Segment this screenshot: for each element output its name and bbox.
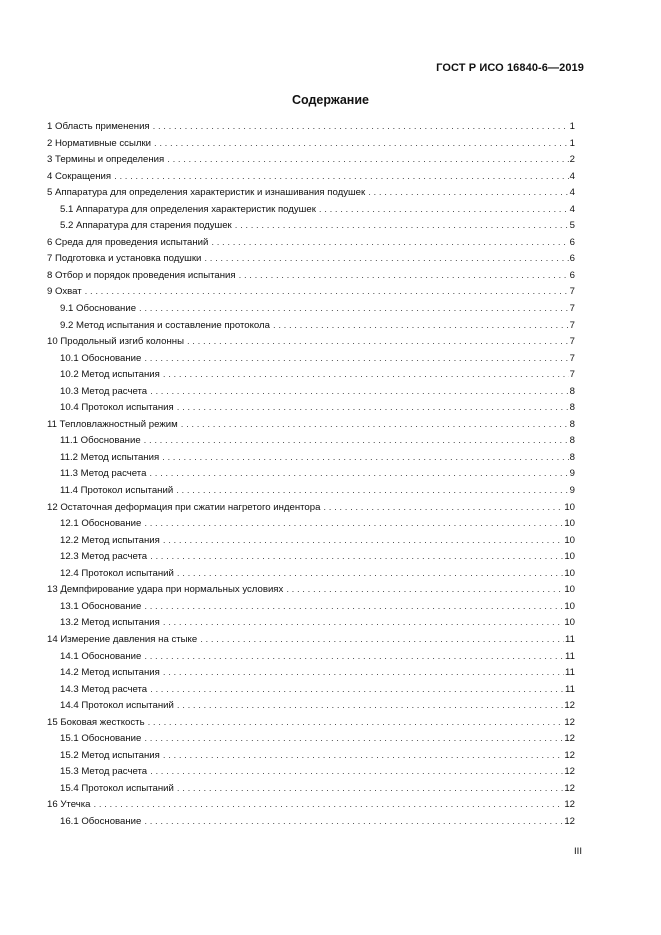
toc-entry-page: 10	[564, 600, 575, 612]
toc-entry-page: 10	[564, 534, 575, 546]
toc-entry-label: 12.3 Метод расчета	[60, 551, 148, 563]
toc-leader-dots	[144, 433, 569, 450]
toc-entry[interactable]	[47, 599, 575, 616]
toc-entry-label: 14.4 Протокол испытаний	[60, 700, 174, 712]
toc-entry-label: 11.3 Метод расчета	[60, 468, 147, 480]
toc-entry[interactable]	[47, 764, 575, 781]
toc-entry-page: 6	[569, 269, 575, 281]
toc-entry-label: 11 Тепловлажностный режим	[47, 418, 178, 430]
toc-entry-label: 9.1 Обоснование	[60, 303, 137, 315]
toc-entry-page: 4	[569, 170, 575, 182]
toc-entry[interactable]	[47, 500, 575, 517]
toc-entry-page: 12	[564, 782, 575, 794]
toc-entry-page: 1	[569, 121, 575, 132]
toc-entry-page: 11	[565, 633, 575, 645]
toc-leader-dots	[163, 665, 564, 682]
toc-entry[interactable]	[47, 582, 575, 599]
toc-entry[interactable]	[47, 136, 575, 153]
toc-entry-label: 12 Остаточная деформация при сжатии нагретого индентора	[47, 501, 321, 513]
toc-entry-label: 6 Среда для проведения испытаний	[47, 236, 209, 248]
toc-entry-label: 4 Сокращения	[47, 170, 112, 182]
toc-leader-dots	[150, 549, 563, 566]
toc-leader-dots	[163, 615, 563, 632]
toc-leader-dots	[154, 136, 569, 153]
toc-entry[interactable]	[47, 731, 575, 748]
toc-entry[interactable]	[47, 169, 575, 186]
page-number: III	[574, 846, 582, 857]
toc-entry-page: 6	[569, 236, 575, 248]
toc-entry-page: 7	[569, 352, 575, 364]
toc-entry[interactable]	[47, 715, 575, 732]
toc-entry[interactable]	[47, 367, 575, 384]
toc-entry[interactable]	[47, 202, 575, 219]
toc-leader-dots	[144, 731, 563, 748]
toc-entry-label: 10.4 Протокол испытания	[60, 402, 174, 414]
toc-entry-page: 5	[569, 220, 575, 232]
toc-entry-page: 7	[569, 319, 575, 331]
toc-entry[interactable]	[47, 152, 575, 169]
toc-leader-dots	[144, 649, 564, 666]
toc-entry-label: 10.3 Метод расчета	[60, 385, 148, 397]
toc-entry-page: 12	[564, 799, 575, 811]
toc-entry[interactable]	[47, 384, 575, 401]
toc-leader-dots	[150, 764, 563, 781]
toc-entry-label: 11.4 Протокол испытаний	[60, 485, 174, 497]
toc-entry-page: 10	[564, 518, 575, 530]
toc-entry-label: 12.2 Метод испытания	[60, 534, 160, 546]
toc-leader-dots	[85, 284, 569, 301]
toc-entry-page: 7	[569, 336, 575, 348]
toc-leader-dots	[163, 367, 569, 384]
toc-leader-dots	[144, 351, 568, 368]
toc-leader-dots	[150, 384, 569, 401]
toc-entry-page: 10	[564, 551, 575, 563]
toc-entry[interactable]	[47, 466, 575, 483]
toc-entry[interactable]	[47, 218, 575, 235]
toc-entry[interactable]	[47, 665, 575, 682]
toc-entry-label: 12.1 Обоснование	[60, 518, 142, 530]
toc-leader-dots	[181, 417, 569, 434]
toc-entry[interactable]	[47, 284, 575, 301]
toc-entry-label: 13.2 Метод испытания	[60, 617, 160, 629]
toc-entry-label: 15 Боковая жесткость	[47, 716, 145, 728]
table-of-contents	[47, 119, 575, 831]
toc-entry-page: 8	[569, 385, 575, 397]
toc-entry-page: 10	[564, 501, 575, 513]
toc-entry-label: 5 Аппаратура для определения характеристик и изнашивания подушек	[47, 187, 366, 199]
toc-entry-label: 5.1 Аппаратура для определения характеристик подушек	[60, 203, 316, 215]
toc-entry-label: 12.4 Протокол испытаний	[60, 567, 174, 579]
toc-leader-dots	[144, 516, 563, 533]
toc-entry-label: 9.2 Метод испытания и составление протокола	[60, 319, 270, 331]
toc-entry-label: 9 Охват	[47, 286, 82, 298]
toc-leader-dots	[239, 268, 569, 285]
toc-entry[interactable]	[47, 318, 575, 335]
toc-entry[interactable]	[47, 351, 575, 368]
toc-title: Содержание	[291, 93, 369, 107]
toc-entry[interactable]	[47, 334, 575, 351]
toc-entry-label: 15.4 Протокол испытаний	[60, 782, 174, 794]
toc-leader-dots	[204, 251, 568, 268]
toc-entry-label: 8 Отбор и порядок проведения испытания	[47, 269, 236, 281]
toc-leader-dots	[163, 533, 563, 550]
toc-entry[interactable]	[47, 549, 575, 566]
toc-entry-page: 2	[569, 154, 575, 166]
toc-leader-dots	[144, 814, 563, 831]
toc-leader-dots	[163, 748, 563, 765]
toc-entry-page: 12	[564, 700, 575, 712]
toc-entry-label: 1 Область применения	[47, 121, 150, 132]
toc-leader-dots	[144, 599, 563, 616]
toc-entry[interactable]	[47, 615, 575, 632]
toc-entry[interactable]	[47, 797, 575, 814]
toc-leader-dots	[211, 235, 568, 252]
toc-entry-label: 3 Термины и определения	[47, 154, 165, 166]
toc-entry-page: 7	[569, 369, 575, 381]
toc-entry-page: 8	[569, 451, 575, 463]
toc-entry-page: 12	[564, 749, 575, 761]
toc-leader-dots	[177, 400, 569, 417]
toc-entry-label: 10.2 Метод испытания	[60, 369, 160, 381]
toc-leader-dots	[93, 797, 563, 814]
toc-entry[interactable]	[47, 417, 575, 434]
toc-entry[interactable]	[47, 781, 575, 798]
toc-entry-label: 16.1 Обоснование	[60, 815, 142, 827]
toc-entry[interactable]	[47, 516, 575, 533]
toc-entry-label: 2 Нормативные ссылки	[47, 137, 152, 149]
toc-leader-dots	[167, 152, 568, 169]
toc-entry-label: 10 Продольный изгиб колонны	[47, 336, 184, 348]
toc-entry-page: 8	[569, 418, 575, 430]
toc-entry-page: 11	[565, 650, 575, 662]
toc-entry-page: 10	[564, 584, 575, 596]
toc-entry-page: 7	[569, 286, 575, 298]
toc-leader-dots	[139, 301, 569, 318]
toc-entry-label: 14.2 Метод испытания	[60, 667, 160, 679]
toc-entry-label: 14.1 Обоснование	[60, 650, 142, 662]
toc-leader-dots	[150, 682, 564, 699]
toc-leader-dots	[200, 632, 564, 649]
toc-leader-dots	[273, 318, 569, 335]
toc-entry-label: 13.1 Обоснование	[60, 600, 142, 612]
toc-entry-label: 5.2 Аппаратура для старения подушек	[60, 220, 232, 232]
toc-entry-page: 12	[564, 766, 575, 778]
toc-entry-page: 12	[564, 716, 575, 728]
toc-entry-label: 15.2 Метод испытания	[60, 749, 160, 761]
toc-entry-page: 12	[564, 815, 575, 827]
toc-entry-label: 11.1 Обоснование	[60, 435, 141, 447]
toc-leader-dots	[323, 500, 563, 517]
toc-entry-label: 13 Демпфирование удара при нормальных условиях	[47, 584, 284, 596]
toc-leader-dots	[319, 202, 569, 219]
toc-entry-page: 9	[569, 485, 575, 497]
toc-leader-dots	[114, 169, 569, 186]
toc-entry[interactable]	[47, 400, 575, 417]
toc-entry-page: 10	[564, 617, 575, 629]
toc-leader-dots	[177, 698, 563, 715]
toc-entry[interactable]	[47, 748, 575, 765]
toc-entry-page: 4	[569, 187, 575, 199]
toc-entry[interactable]	[47, 814, 575, 831]
toc-entry-page: 7	[569, 303, 575, 315]
toc-entry-label: 11.2 Метод испытания	[60, 451, 160, 463]
toc-entry-page: 11	[565, 683, 575, 695]
toc-entry[interactable]	[47, 433, 575, 450]
toc-leader-dots	[153, 119, 569, 136]
toc-entry-page: 1	[569, 137, 575, 149]
toc-entry[interactable]	[47, 251, 575, 268]
toc-leader-dots	[368, 185, 568, 202]
toc-entry[interactable]	[47, 698, 575, 715]
toc-entry-page: 10	[564, 567, 575, 579]
toc-leader-dots	[149, 466, 568, 483]
toc-entry[interactable]	[47, 483, 575, 500]
toc-entry-label: 7 Подготовка и установка подушки	[47, 253, 202, 265]
toc-entry-page: 12	[564, 733, 575, 745]
toc-leader-dots	[176, 483, 568, 500]
toc-entry-label: 16 Утечка	[47, 799, 91, 811]
toc-entry-page: 11	[565, 667, 575, 679]
toc-entry-page: 8	[569, 435, 575, 447]
toc-entry-page: 6	[569, 253, 575, 265]
toc-entry-label: 15.3 Метод расчета	[60, 766, 148, 778]
toc-entry[interactable]	[47, 533, 575, 550]
toc-entry[interactable]	[47, 119, 575, 136]
toc-leader-dots	[235, 218, 569, 235]
toc-leader-dots	[286, 582, 563, 599]
toc-entry[interactable]	[47, 566, 575, 583]
toc-leader-dots	[177, 781, 563, 798]
toc-entry[interactable]	[47, 301, 575, 318]
toc-entry-label: 10.1 Обоснование	[60, 352, 142, 364]
toc-entry-page: 9	[569, 468, 575, 480]
toc-leader-dots	[162, 450, 569, 467]
toc-entry-page: 4	[569, 203, 575, 215]
toc-entry-page: 8	[569, 402, 575, 414]
document-code: ГОСТ Р ИСО 16840-6—2019	[436, 62, 584, 74]
toc-entry[interactable]	[47, 185, 575, 202]
toc-leader-dots	[187, 334, 569, 351]
toc-entry-label: 14 Измерение давления на стыке	[47, 633, 198, 645]
toc-entry-label: 14.3 Метод расчета	[60, 683, 148, 695]
toc-entry[interactable]	[47, 450, 575, 467]
toc-entry[interactable]	[47, 649, 575, 666]
toc-entry[interactable]	[47, 268, 575, 285]
toc-entry[interactable]	[47, 682, 575, 699]
toc-entry[interactable]	[47, 235, 575, 252]
toc-entry-label: 15.1 Обоснование	[60, 733, 142, 745]
toc-leader-dots	[148, 715, 564, 732]
toc-leader-dots	[177, 566, 563, 583]
toc-entry[interactable]	[47, 632, 575, 649]
